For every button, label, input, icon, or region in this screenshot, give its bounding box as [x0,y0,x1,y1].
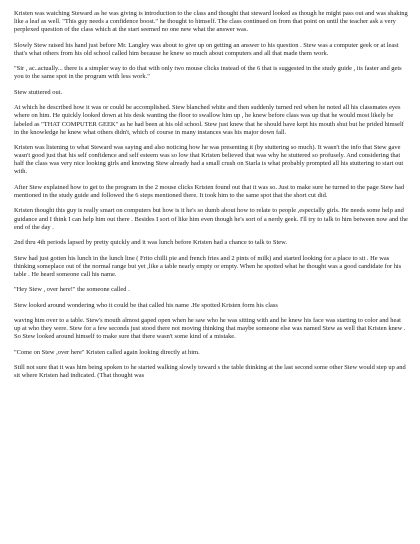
paragraph: Kristen thought this guy is really smart on computers but how is it he's so dumb about how to relate to people ,especially girls. He needs some help and guidance and I think I can help him out there . Besides I sort of like him even though he's sort of a nerdy geek. I'll try to talk to him between now and the end of the day . [14,207,408,231]
paragraph: Slowly Stew raised his hand just before Mr. Langley was about to give up on getting an answer to his question . Stew was a computer geek or at least that's what others from his old school called him because he knew so much about computers and all that made them work. [14,41,399,57]
paragraph: 2nd thru 4th periods lapsed by pretty quickly and it was lunch before Kristen had a chance to talk to Stew. [14,239,287,247]
paragraph: waving him over to a table. Stew's mouth almost gaped open when he saw who he was sitting with and he knew his face was starting to color and heat up at who they were. Stew for a few seconds just stood there not moving thinking that maybe someone else was named Stew as well that Kristen knew . So Stew looked around himself to make sure that there wasn't some kind of a mistake. [14,317,406,341]
paragraph: Stew looked around wondering who it could be that called his name .He spotted Kristen form his class [14,301,278,309]
paragraph: Kristen was watching Steward as he was giving is introduction to the class and thought that steward looked as though he might pass out and was shaking like a leaf as well. "This guy needs a confidence boost." he thought to himself. The class continued on from that point on until the teacher ask a very perplexed question of the class which at the start seemed no one new what the answer was. [14,10,408,34]
paragraph: Kristen was listening to what Steward was saying and also noticing how he was presenting it (by stuttering so much). It wasn't the info that Stew gave wasn't good just that his self confidence and self esteem was so low that Kristen believed that was why he stuttered so profusely. And considering that half the class was very nice looking girls and knowing Stew already had a small crush on Starla is what probably prompted all his stuttering to start out with. [14,144,404,176]
paragraph: "Sir , ac..actually... there is a simpler way to do that with only two mouse clicks instead of the 6 that is suggested in the study guide , its faster and gets you to the same spot in the program with less work." [14,65,402,81]
paragraph: After Stew explained how to get to the program in the 2 mouse clicks Kristen found out that it was so. Just to make sure he turned to the page Stew had mentioned in the study guide and followed the 6 steps mentioned there. It took him to the same spot that the short cut did. [14,183,405,199]
paragraph: "Hey Stew , over here!" the someone called . [14,286,130,294]
paragraph: Stew had just gotten his lunch in the lunch line ( Frito chilli pie and french fries and 2 pints of milk) and started looking for a place to sit . He was thinking someplace out of the normal range but yet ,like a table nearly empty or empty. When he spotted what he thought was a good candidate for his table . He heard someone call his name. [14,254,402,278]
paragraph: At which he described how it was or could be accomplished. Stew blanched white and then suddenly turned red when he noted all his classmates eyes where on him. He quickly looked down at his desk wanting the floor to swallow him up , he knew before class was up that he would most likely be labeled as "THAT COMPUTER GEEK" as he had been at his old school. Stew just knew that he should have kept his mouth shut but he prided himself in the knowledge he knew what others didn't, which of course in many instances was his major down fall. [14,104,404,136]
paragraph: "Come on Stew ,over here" Kristen called again looking directly at him. [14,348,200,356]
document-body [14,10,408,388]
paragraph: Stew stuttered out. [14,88,63,96]
paragraph: Still not sure that it was him being spoken to he started walking slowly toward s the table thinking at the last second some other Stew would step up and sit where Kristen had indicated. (That thought was [14,364,406,380]
